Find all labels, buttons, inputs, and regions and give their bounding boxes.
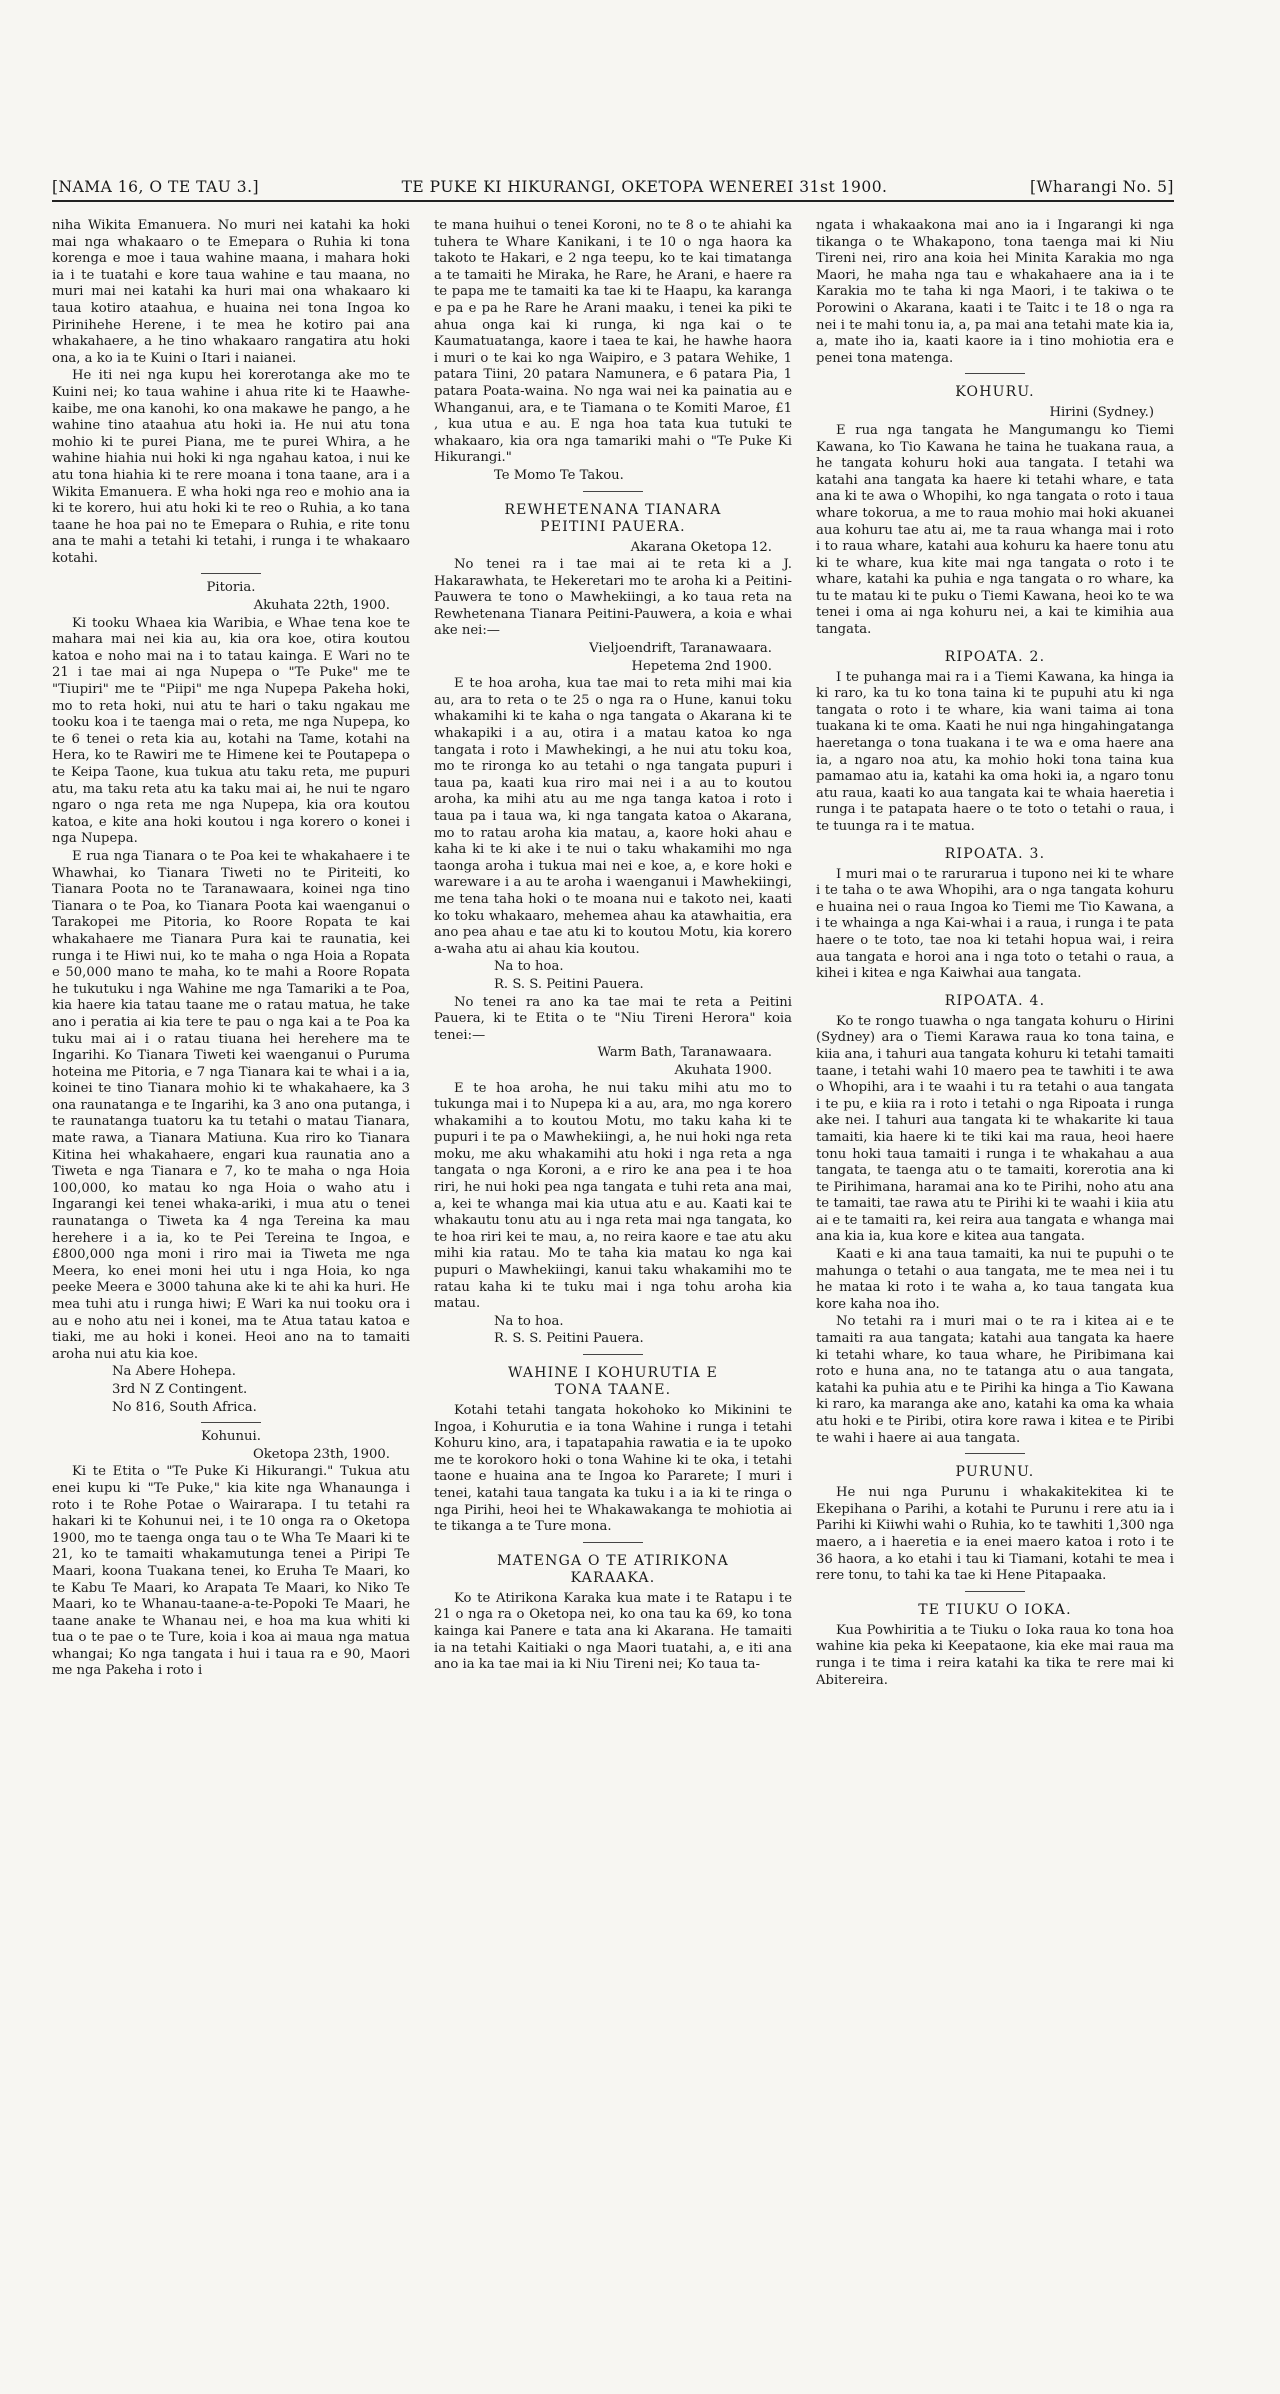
article-paragraph: I muri mai o te rarurarua i tupono nei ki te whare i te taha o te awa Whopihi, ara o nga tangata kohuru e huaina nei o raua Ingoa ko Tiemi me Tio Kawana, a i te whainga a nga Kai-whai i a raua, i runga i te pata haere o te toto, tae noa ki tetahi hopua wai, i reira aua tangata e horoi ana i nga toto o tetahi o raua, a kihei i kitea e nga Kaiwhai aua tangata. xyxy=(816,866,1174,982)
letter-date: Akarana Oketopa 12. xyxy=(630,539,772,555)
headline-line: REWHETENANA TIANARA xyxy=(504,501,722,518)
letter-date: Akuhata 22th, 1900. xyxy=(253,598,390,614)
divider xyxy=(965,1453,1025,1454)
column-1 xyxy=(52,218,410,2368)
divider xyxy=(583,1354,643,1355)
divider xyxy=(583,491,643,492)
masthead-title: TE PUKE KI HIKURANGI, OKETOPA WENEREI 31st 1900. xyxy=(401,178,888,196)
signature: 3rd N Z Contingent. xyxy=(112,1381,248,1397)
article-paragraph: ngata i whakaakona mai ano ia i Ingarangi ki nga tikanga o te Whakapono, tona taenga mai ki Niu Tireni nei, riro ana koia hei Minita Karakia mo nga Maori, he maha nga tau e whakahaere ana ia i te Karakia mo te taha ki nga Maori, i te takiwa o te Porowini o Akarana, kaati i te Taitc i te 18 o nga ra nei i te mahi tonu ia, a, pa mai ana tetahi mate kia ia, a, mate iho ia, kaati kaore ia i tino mohiotia era e penei tona matenga. xyxy=(816,218,1174,366)
divider xyxy=(965,373,1025,374)
headline-kohuru: KOHURU. xyxy=(955,384,1035,401)
headline-matenga xyxy=(434,1553,792,1587)
letter-place: Pitoria. xyxy=(206,580,256,596)
article-paragraph: I te puhanga mai ra i a Tiemi Kawana, ka hinga ia ki raro, ka tu ko tona taina ki te pupuhi atu ki nga tangata o roto i te whare, kia wani taima ai tona tuakana ki te oma. Kaati he nui nga hingahingatanga haeretanga o tona tuakana i te wa e oma haere ana ia, a ngaro noa atu, ka mohio hoki tona taina kua pamamao atu ia, katahi ka oma hoki ia, a ngaro tonu atu raua, kaati ko aua tangata kai te whaia haeretia i runga i te patapata haere o te toto o tetahi o raua, i te tuunga ra i te matua. xyxy=(816,669,1174,834)
divider xyxy=(965,1591,1025,1592)
article-paragraph: Ki te Etita o "Te Puke Ki Hikurangi." Tukua atu enei kupu ki "Te Puke," kia kite nga Whanaunga i roto i te Rohe Potae o Wairarapa. I tu tetahi ra hakari ki te Kohunui nei, i te 10 onga ra o Oketopa 1900, mo te taenga onga tau o te Wha Te Maari ki te 21, ko te tamaiti whakamutunga tenei a Piripi Te Maari, koona Tuakana tenei, ko Eruha Te Maari, ko te Kabu Te Maari, ko Arapata Te Maari, ko Niko Te Maari, ko te Whanau-taane-a-te-Popoki Te Maari, he taane anake te Whanau nei, e hoa ma kua whiti ki tua o te pae o te Ture, koia i koa ai maua nga matua whangai; Ko nga tangata i hui i taua ra e 90, Maori me nga Pakeha i roto i xyxy=(52,1464,410,1679)
headline-purunu: PURUNU. xyxy=(955,1464,1035,1481)
headline-ripoata-2: RIPOATA. 2. xyxy=(944,648,1046,665)
headline-line: TONA TAANE. xyxy=(554,1382,672,1398)
headline-peitini-pauera xyxy=(434,502,792,536)
columns xyxy=(52,218,1174,2368)
article-paragraph: Kua Powhiritia a te Tiuku o Ioka raua ko tona hoa wahine kia peka ki Keepataone, kia eke mai raua ma runga i te tima i reira katahi ka tika te rere mai ki Abitereira. xyxy=(816,1622,1174,1688)
headline-wahine xyxy=(434,1365,792,1399)
signature: Na Abere Hohepa. xyxy=(112,1364,236,1380)
signature: Te Momo Te Takou. xyxy=(494,467,624,483)
article-paragraph: E te hoa aroha, he nui taku mihi atu mo to tukunga mai i to Nupepa ki a au, ara, mo nga korero whakamihi a to koutou Motu, mo taku kaha ki te pupuri i te pa o Mawhekiingi, a, he nui hoki nga reta moku, me aku whakamihi atu hoki i nga reta a nga tangata o nga Koroni, a e riro ke ana pea i te hoa riri, he nui hoki pea nga tangata e tuhi reta ana mai, a, kei te whanga mai kia utua atu e au. Kaati kai te whakautu tonu atu au i nga reta mai nga tangata, ko te hoa riri kei te mau, a, no reira kaore e tae atu aku mihi kia ratau. Mo te taha kia matau ko nga kai pupuri o Mawhekiingi, kanui taku whakamihi mo te ratau kaha ki te tuku mai i nga tohu aroha kia matau. xyxy=(434,1080,792,1312)
headline-ripoata-4: RIPOATA. 4. xyxy=(944,992,1046,1009)
letter-date: Oketopa 23th, 1900. xyxy=(252,1446,390,1462)
signature: Na to hoa. xyxy=(494,959,564,975)
article-paragraph: He nui nga Purunu i whakakitekitea ki te Ekepihana o Parihi, a kotahi te Purunu i rere atu ia i Parihi ki Kiiwhi wahi o Ruhia, ko te tawhiti 1,300 nga maero, a i haeretia e ia enei maero katoa i roto i te 36 haora, a ko etahi i tau ki Tiamani, kotahi te mea i rere tonu, to tahi ka tae ki Hene Pitapaaka. xyxy=(816,1485,1174,1584)
article-paragraph: No tetahi ra i muri mai o te ra i kitea ai e te tamaiti ra aua tangata; katahi aua tangata ka haere ki tetahi whare, ko taua whare, he Piribimana kai roto e huna ana, no te tatanga atu o aua tangata, katahi ka puhia atu e te Pirihi ka hinga a Tio Kawana ki raro, ka maranga ake ano, katahi ka oma ka whaia atu hoki e te Piribi, otira kore rawa i kitea e te Piribi te wahi i haere ai aua tangata. xyxy=(816,1314,1174,1446)
divider xyxy=(201,573,261,574)
article-paragraph: Ki tooku Whaea kia Waribia, e Whae tena koe te mahara mai nei kia au, kia ora koe, otira koutou katoa e noho mai na i to tatau kainga. E Wari no te 21 i tae mai ai nga Nupepa o "Te Puke" me te "Tiupiri" me te "Piipi" me nga Nupepa Pakeha hoki, mo to reta hoki, nui atu te hari o taku ngakau me tooku koa i te taenga mai o reta, me nga Nupepa, ko te 6 tenei o reta kia au, kotahi na Tame, kotahi na Hera, ko te Rawiri me te Himene kei te Poutapepa o te Keipa Taone, kua tukua atu taku reta, me pupuri atu, ma taku reta atu ka taku mai ai, he nui te ngaro ngaro o nga reta me nga Nupepa, kia ora koutou katoa, e kite ana hoki koutou i nga korero o konei i nga Nupepa. xyxy=(52,615,410,847)
letter-date: Hepetema 2nd 1900. xyxy=(631,658,772,674)
headline-line: MATENGA O TE ATIRIKONA xyxy=(497,1552,729,1569)
letter-place: Hirini (Sydney.) xyxy=(1049,405,1154,421)
letter-place: Vieljoendrift, Taranawaara. xyxy=(589,641,772,657)
article-paragraph: Ko te Atirikona Karaka kua mate i te Ratapu i te 21 o nga ra o Oketopa nei, ko ona tau ka 69, ko tona kainga kai Panere e tata ana ki Akarana. He tamaiti ia na tetahi Kaitiaki o nga Maori tuatahi, a, e iti ana ano ia ka tae mai ia ki Niu Tireni nei; Ko taua ta- xyxy=(434,1590,792,1673)
article-paragraph: Kaati e ki ana taua tamaiti, ka nui te pupuhi o te mahunga o tetahi o aua tangata, me te mea nei i tu he mataa ki roto i te waha a, ko taua tangata kua kore kaha noa iho. xyxy=(816,1247,1174,1312)
letter-date: Akuhata 1900. xyxy=(674,1062,772,1078)
page-header xyxy=(52,178,1174,202)
letter-place: Kohunui. xyxy=(201,1429,261,1445)
divider xyxy=(201,1422,261,1423)
headline-tiuku: TE TIUKU O IOKA. xyxy=(918,1601,1072,1618)
divider xyxy=(583,1542,643,1543)
column-3 xyxy=(816,218,1174,2368)
article-paragraph: He iti nei nga kupu hei korerotanga ake mo te Kuini nei; ko taua wahine i ahua rite ki te Haawhe-kaibe, me ona kanohi, ko ona makawe he pango, a he wahine tino ataahua atu hoki ia. He nui atu tona mohio ki te purei Piana, me te purei Whira, a he wahine hiahia nui hoki ki nga ngahau katoa, i nui ke atu tona hiahia ki te rere moana i tona taane, ara i a Wikita Emanuera. E wha hoki nga reo e mohio ana ia ki te korero, hui atu hoki ki te reo o Ruhia, a ko tana taane he hoa pai no te Emepara o Ruhia, e rite tonu ana te mahi a tetahi ki tetahi, i runga i te whakaaro kotahi. xyxy=(52,368,410,566)
letter-place: Warm Bath, Taranawaara. xyxy=(597,1045,772,1061)
article-paragraph: E rua nga Tianara o te Poa kei te whakahaere i te Whawhai, ko Tianara Tiweti no te Piriteiti, ko Tianara Poota no te Taranawaara, koinei nga tino Tianara o te Poa, ko Tianara Poota kai waenganui o Tarakopei me Pitoria, ko Roore Ropata te kai whakahaere me Tianara Pura kai te raunatia, kei runga i te Hiwi nui, ko te maha o nga Hoia a Ropata e 50,000 mano te maha, ko te mahi a Roore Ropata he tukutuku i nga Wahine me nga Tamariki a te Poa, kia haere kia tatau taane me o ratau matua, he take ano i peratia ai kia tere te pau o nga kai a te Poa ka tuku mai ai i o ratau tiuana hei herehere ma te Ingarihi. Ko Tianara Tiweti kei waenganui o Puruma hoteina me Pitoria, e 7 nga Tianara kai te whai i a ia, koinei te tino Tianara mohio ki te whakahaere, ka 3 ona raunatanga e te Ingarihi, ka 3 ano ona putanga, i te raunatanga tuatoru ka tu tetahi o matau Tianara, mate rawa, a Tianara Matiuna. Kua riro ko Tianara Kitina hei whakahaere, engari kua raunatia ano a Tiweta e nga Tianara e 7, ko te maha o nga Hoia 100,000, ko matau ko nga Hoia o waho atu i Ingarangi kei tenei whaka-ariki, i mua atu o tenei raunatanga o Tiweta ka 4 nga Tereina ka mau herehere i a ia, ko te Pei Tereina te Ingoa, e £800,000 nga moni i riro mai ia Tiweta me nga Meera, ko enei moni hei utu i nga Hoia, ko nga peeke Meera e 3000 tahuna ake ki te ahi ka huri. He mea tuhi atu i runga hiwi; E Wari ka nui tooku ora i au e noho atu nei i konei, ma te Atua tatau katoa e tiaki, me au hoki i konei. Heoi ano na to tamaiti aroha nui atu kia koe. xyxy=(52,848,410,1362)
article-paragraph: E te hoa aroha, kua tae mai to reta mihi mai kia au, ara to reta o te 25 o nga ra o Hune, kanui toku whakamihi ki te kaha o nga tangata o Akarana ki te whakapiki i a au, otira i a matau katoa ko nga tangata i roto i Mawhekingi, a he nui atu toku koa, mo te rironga ko au tetahi o nga tangata pupuri i taua pa, kaati kua riro mai nei i a au to koutou aroha, ka mihi atu au me nga tanga katoa i roto i taua pa i taua wa, ki nga tangata katoa o Akarana, mo to ratau aroha kia matau, a, kaore hoki ahau e kaha ki te ki ake i te nui o taku whakamihi mo nga taonga aroha i tukua mai nei e koe, a, e kore hoki e wareware i a au te aroha i waenganui i Mawhekiingi, me tena taha hoki o te moana nui e takoto nei, kaati ko toku whakaaro, mehemea ahau ka atawhaitia, era ano pea ahau e tae atu ki to koutou Motu, kia korero a-waha atu ai ahau kia koutou. xyxy=(434,676,792,957)
article-paragraph: No tenei ra i tae mai ai te reta ki a J. Hakarawhata, te Hekeretari mo te aroha ki a Peitini-Pauwera te tono o Mawhekiingi, a ko taua reta na Rewhetenana Tianara Peitini-Pauwera, a koia e whai ake nei:— xyxy=(434,557,792,639)
article-paragraph: No tenei ra ano ka tae mai te reta a Peitini Pauera, ki te Etita o te "Niu Tireni Herora" koia tenei:— xyxy=(434,994,792,1043)
article-paragraph: niha Wikita Emanuera. No muri nei katahi ka hoki mai nga whakaaro o te Emepara o Ruhia ki tona korenga e moe i taua wahine maana, i mahara hoki ia i te tuatahi e kore taua wahine e tau maana, no muri mai nei katahi ka huri mai ona whakaaro ki taua kotiro ataahua, e huaina nei tona Ingoa ko Pirinihehe Herene, i te mea he kotiro pai ana whakahaere, a he tino whakaaro rangatira atu hoki ona, a ko ia te Kuini o Itari i naianei. xyxy=(52,218,410,366)
article-paragraph: Kotahi tetahi tangata hokohoko ko Mikinini te Ingoa, i Kohurutia e ia tona Wahine i runga i tetahi Kohuru kino, ara, i tapatapahia rawatia e ia te upoko me te korokoro hoki o tona Wahine ki te oka, i tetahi taone e huaina ana te Ingoa ko Pararete; I muri i tenei, katahi taua tangata ka tuku i a ia ki te ringa o nga Pirihi, heoi hei te Whakawakanga te mohiotia ai te tikanga a te Ture mona. xyxy=(434,1403,792,1535)
article-paragraph: Ko te rongo tuawha o nga tangata kohuru o Hirini (Sydney) ara o Tiemi Karawa raua ko tona taina, e kiia ana, i tahuri aua tangata kohuru ki tetahi tamaiti taane, i tetahi wahi 10 maero pea te tawhiti i te awa o Whopihi, ara i te waahi i tu ra tetahi o aua tangata i te pu, e kiia ra i roto i tetahi o nga Ripoata i runga ake nei. I tahuri aua tangata ki te whakarite ki taua tamaiti, kia haere ki te tiki kai ma raua, heoi haere tonu hoki taua tamaiti i runga i te whakahau a aua tangata, te taenga atu o te tamaiti, korerotia ana ki te Pirihimana, haramai ana ko te Pirihi, noho atu ana te tamaiti, tae rawa atu te Pirihi ki te waahi i kiia atu ai e te tamaiti ra, kei reira aua tangata e whanga mai ana kia ia, kua kore e kitea aua tangata. xyxy=(816,1013,1174,1245)
headline-line: PEITINI PAUERA. xyxy=(540,518,686,535)
signature: R. S. S. Peitini Pauera. xyxy=(494,976,644,992)
headline-line: WAHINE I KOHURUTIA E xyxy=(508,1365,718,1381)
article-paragraph: te mana huihui o tenei Koroni, no te 8 o te ahiahi ka tuhera te Whare Kanikani, i te 10 o nga haora ka takoto te Hakari, e 2 nga teepu, ko te kai timatanga a te tamaiti he Miraka, he Rare, he Arani, e haere ra te papa me te tamaiti ka tae ki te Haapu, ka karanga e pa e pa he Rare he Arani maaku, i tenei ka piki te ahua onga kai ki runga, ki nga kai o te Kaumatuatanga, kaore i taea te kai, he hawhe haora i muri o te kai ko nga Waipiro, e 3 patara Wehike, 1 patara Tiini, 20 patara Namunera, e 6 patara Pia, 1 patara Poata-waina. No nga wai nei ka painatia au e Whanganui, ara, e te Tiamana o te Komiti Maroe, £1 , kua utua e au. E nga hoa tata kua tutuki te whakaaro, kia ora nga tamariki mahi o "Te Puke Ki Hikurangi." xyxy=(434,218,792,466)
issue-number: [NAMA 16, O TE TAU 3.] xyxy=(52,178,260,196)
page-number: [Wharangi No. 5] xyxy=(1029,178,1174,196)
signature: No 816, South Africa. xyxy=(112,1399,257,1415)
signature: Na to hoa. xyxy=(494,1313,564,1329)
signature: R. S. S. Peitini Pauera. xyxy=(494,1331,644,1347)
headline-ripoata-3: RIPOATA. 3. xyxy=(944,845,1046,862)
article-paragraph: E rua nga tangata he Mangumangu ko Tiemi Kawana, ko Tio Kawana he taina he tuakana raua, a he tangata kohuru hoki aua tangata. I tetahi wa katahi ana tangata ka haere ki tetahi whare, e tata ana ki te awa o Whopihi, ko nga tangata o roto i taua whare tokorua, a me to raua mohio mai hoki akuanei aua kohuru tae atu ai, me ta raua whanga mai i roto i to raua whare, katahi aua kohuru ka haere tonu atu ki te whare, kua kite mai nga tangata o roto i te whare, katahi ka puhia e nga tangata o ro whare, ka tu te matau ki te puku o Tiemi Kawana, heoi ko te wa tenei i oma ai nga kohuru nei, a kai te kimihia aua tangata. xyxy=(816,422,1174,638)
column-2 xyxy=(434,218,792,2368)
headline-line: KARAAKA. xyxy=(570,1569,656,1586)
